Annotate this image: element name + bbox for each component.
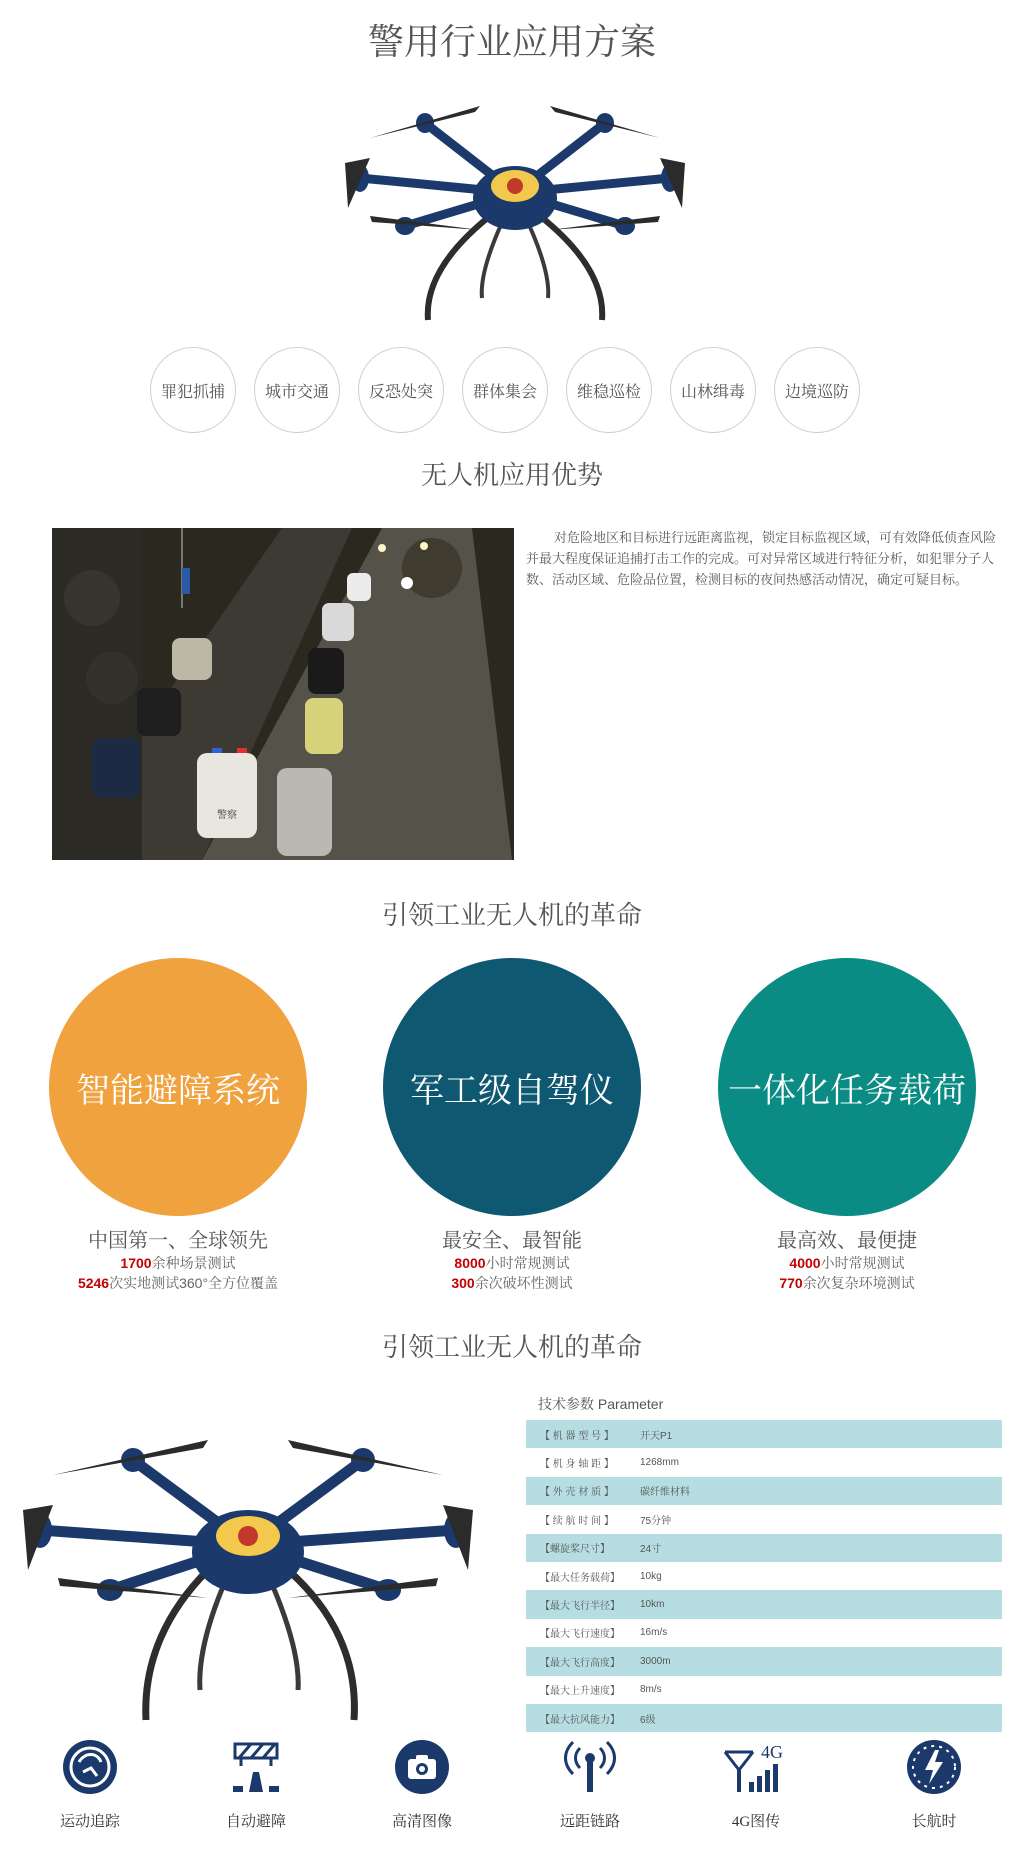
application-item-border-patrol: 边境巡防 [774,347,860,433]
icon-label: 自动避障 [225,1814,286,1830]
icon-label: 长航时 [911,1814,957,1830]
page-title: 警用行业应用方案 [367,21,656,62]
parameter-key: 【 外 壳 材 质 】 [540,1487,614,1499]
feature-circle: 智能避障系统 [49,958,307,1216]
application-item-city-traffic: 城市交通 [254,347,340,433]
feature-stat [718,1273,976,1293]
feature-stat [383,1273,641,1293]
application-list [150,347,870,433]
stat-text: 小时常规测试 [485,1255,570,1271]
feature-subtitle: 最安全、最智能 [442,1230,582,1252]
parameter-row [526,1562,1002,1590]
drone-image-top [340,98,690,326]
parameter-value: 75分钟 [640,1515,672,1527]
parameter-key: 【最大任务载荷】 [540,1572,620,1584]
revolution-title-2: 引领工业无人机的革命 [381,1332,642,1362]
parameter-row [526,1420,1002,1448]
parameter-value: 碳纤维材料 [640,1487,690,1499]
stat-number: 770 [779,1275,803,1291]
feature-stat [49,1253,307,1273]
police-car-text: 警察 [217,810,237,821]
parameter-table [526,1420,1002,1732]
parameter-key: 【 机 器 型 号 】 [540,1430,614,1442]
feature-autopilot [383,958,641,1293]
feature-subtitle: 中国第一、全球领先 [88,1230,268,1252]
parameter-key: 【最大抗风能力】 [540,1714,620,1726]
parameter-value: 6级 [640,1714,656,1726]
parameter-row [526,1590,1002,1618]
parameter-value: 24寸 [640,1544,662,1556]
parameter-value: 8m/s [640,1684,662,1696]
parameter-row [526,1534,1002,1562]
application-item-anti-terror: 反恐处突 [358,347,444,433]
feature-integrated-payload [718,958,976,1293]
icon-label: 运动追踪 [59,1814,120,1830]
stat-text: 余种场景测试 [151,1255,236,1271]
stat-text: 余次破坏性测试 [474,1275,573,1291]
feature-icon-motion-tracking [30,1738,150,1831]
parameter-value: 16m/s [640,1627,668,1639]
stat-number: 300 [451,1275,475,1291]
parameter-row [526,1619,1002,1647]
signal-tower-icon [561,1738,619,1796]
application-item-stability-patrol: 维稳巡检 [566,347,652,433]
drone-image-bottom [18,1430,478,1730]
icon-label: 4G图传 [731,1814,781,1830]
feature-icon-hd-image [362,1738,482,1831]
night-road-photo [52,528,514,860]
parameter-row [526,1704,1002,1732]
parameter-row [526,1676,1002,1704]
feature-stat [383,1253,641,1273]
application-item-criminal-arrest: 罪犯抓捕 [150,347,236,433]
parameter-title: 技术参数 Parameter [538,1396,664,1412]
parameter-row [526,1647,1002,1675]
parameter-key: 【最大飞行速度】 [540,1629,620,1641]
parameter-key: 【 机 身 轴 距 】 [540,1459,614,1471]
parameter-value: 1268mm [640,1457,679,1469]
parameter-value: 10km [640,1599,665,1611]
feature-icon-obstacle-avoidance [196,1738,316,1831]
feature-obstacle-avoidance [49,958,307,1293]
feature-stat [49,1273,307,1293]
parameter-key: 【最大上升速度】 [540,1686,620,1698]
icon-label: 远距链路 [559,1814,620,1830]
feature-circle: 一体化任务载荷 [718,958,976,1216]
feature-icon-long-endurance [874,1738,994,1831]
parameter-row [526,1448,1002,1476]
motion-tracking-icon [61,1738,119,1796]
obstacle-avoidance-icon [227,1738,285,1796]
stat-number: 4000 [789,1255,821,1271]
feature-icon-4g-transmission [696,1738,816,1831]
parameter-value: 开天P1 [640,1430,673,1442]
feature-circle: 军工级自驾仪 [383,958,641,1216]
stat-text: 余次复杂环境测试 [802,1275,915,1291]
4g-badge: 4G [761,1742,783,1762]
parameter-row [526,1505,1002,1533]
parameter-key: 【最大飞行高度】 [540,1657,620,1669]
feature-stat [718,1253,976,1273]
camera-icon [393,1738,451,1796]
application-item-mass-gathering: 群体集会 [462,347,548,433]
parameter-row [526,1477,1002,1505]
stat-text: 次实地测试360°全方位覆盖 [109,1275,279,1291]
clock-lightning-icon [905,1738,963,1796]
stat-number: 1700 [120,1255,152,1271]
revolution-title-1: 引领工业无人机的革命 [381,900,642,930]
stat-number: 5246 [77,1275,110,1291]
advantage-description: 对危险地区和目标进行远距离监视，锁定目标监视区域，可有效降低侦查风险并最大程度保证追捕打击工作的完成。可对异常区域进行特征分析，如犯罪分子人数、活动区域、危险品位置，检测目标的夜间热感活动情况，确定可疑目标。 [526,530,997,587]
icon-label: 高清图像 [391,1814,452,1830]
stat-text: 小时常规测试 [820,1255,905,1271]
parameter-value: 3000m [640,1655,671,1667]
advantage-title: 无人机应用优势 [420,460,603,490]
parameter-key: 【螺旋桨尺寸】 [540,1544,610,1556]
stat-number: 8000 [454,1255,486,1271]
parameter-key: 【 续 航 时 间 】 [540,1515,614,1527]
parameter-key: 【最大飞行半径】 [540,1601,620,1613]
feature-icon-long-range-link [530,1738,650,1831]
feature-subtitle: 最高效、最便捷 [777,1230,917,1252]
4g-signal-icon [721,1738,791,1796]
parameter-value: 10kg [640,1570,662,1582]
application-item-forest-drug-search: 山林缉毒 [670,347,756,433]
